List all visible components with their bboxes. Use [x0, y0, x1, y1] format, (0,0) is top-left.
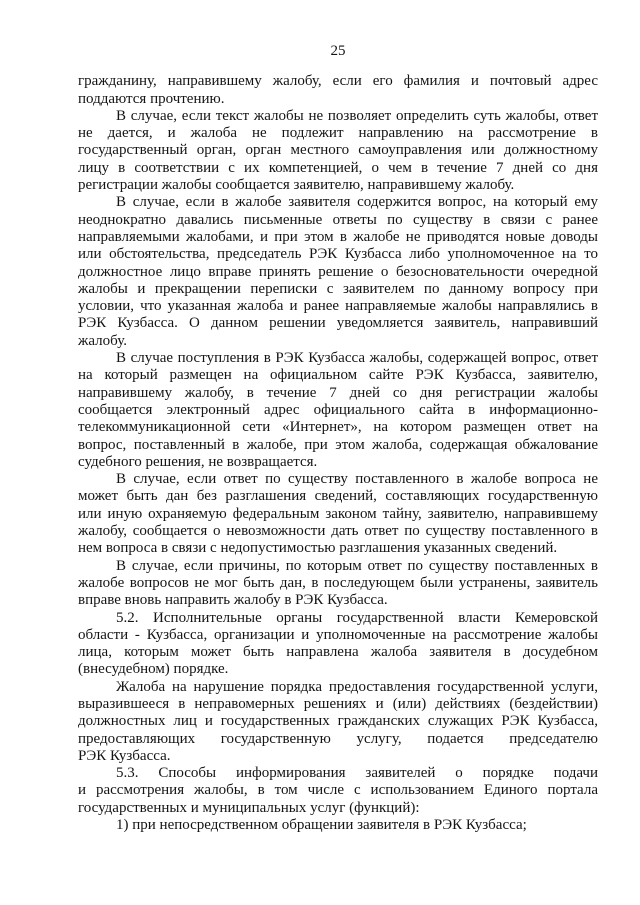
text-line: судебного решения, не возвращается.: [78, 453, 318, 470]
text-line: телекоммуникационной сети «Интернет», на котором размещен ответ на: [78, 419, 598, 436]
text-line: на который размещен на официальном сайте РЭК Кузбасса, заявителю,: [78, 367, 598, 384]
text-line: лицу в соответствии с их компетенцией, о чем в течение 7 дней со дня: [78, 159, 598, 176]
text-line: не дается, и жалоба не подлежит направлению на рассмотрение в: [78, 125, 598, 142]
text-line: или иную охраняемую федеральным законом тайну, заявителю, направившему: [78, 505, 598, 522]
paragraph-unclear-complaint: [78, 108, 598, 194]
text-line: 5.3. Способы информирования заявителей о порядке подачи: [116, 765, 598, 782]
text-line: должностных лиц и государственных гражданских служащих РЭК Кузбасса,: [78, 713, 598, 730]
paragraph-repeated-complaint: [78, 194, 598, 350]
text-line: поддаются прочтению.: [78, 90, 225, 107]
text-line: нем вопроса в связи с недопустимостью разглашения указанных сведений.: [78, 540, 558, 557]
text-line: неоднократно давались письменные ответы по существу в связи с ранее: [78, 211, 598, 228]
paragraph-continuation: [78, 73, 598, 108]
paragraph-answer-on-website: [78, 350, 598, 471]
text-line: направляемыми жалобами, и при этом в жалобе не приводятся новые доводы: [78, 228, 598, 245]
text-line: вправе вновь направить жалобу в РЭК Кузбасса.: [78, 592, 388, 609]
text-line: жалобу, сообщается о невозможности дать ответ по существу поставленного в: [78, 523, 598, 540]
text-line: В случае поступления в РЭК Кузбасса жалобы, содержащей вопрос, ответ: [116, 350, 598, 367]
text-line: гражданину, направившему жалобу, если его фамилия и почтовый адрес: [78, 73, 598, 90]
text-line: государственных и муниципальных услуг (функций):: [78, 799, 420, 816]
text-line: лица, которым может быть направлена жалоба заявителя в досудебном: [78, 644, 598, 661]
text-line: РЭК Кузбасса. О данном решении уведомляется заявитель, направивший: [78, 315, 598, 332]
text-line: вопрос, поставленный в жалобе, при этом жалоба, содержащая обжалование: [78, 436, 598, 453]
text-line: или обстоятельства, председатель РЭК Кузбасса либо уполномоченное на то: [78, 246, 598, 263]
text-line: должностное лицо вправе принять решение о безосновательности очередной: [78, 263, 598, 280]
text-line: В случае, если в жалобе заявителя содержится вопрос, на который ему: [116, 194, 598, 211]
text-line: направившему жалобу, в течение 7 дней со дня регистрации жалобы: [78, 384, 598, 401]
text-line: выразившееся в неправомерных решениях и (или) действиях (бездействии): [78, 695, 598, 712]
text-line: жалобы и прекращении переписки с заявителем по данному вопросу при: [78, 280, 598, 297]
text-line: сообщается электронный адрес официального сайта в информационно-: [78, 401, 598, 418]
text-line: и рассмотрения жалобы, в том числе с использованием Единого портала: [78, 782, 598, 799]
text-line: жалобе вопросов не мог быть дан, в последующем были устранены, заявитель: [78, 574, 598, 591]
text-line: 5.2. Исполнительные органы государственной власти Кемеровской: [116, 609, 598, 626]
text-line: жалобу.: [78, 332, 127, 349]
text-line: РЭК Кузбасса.: [78, 747, 171, 764]
text-line: условии, что указанная жалоба и ранее направляемые жалобы направлялись в: [78, 298, 598, 315]
text-line: 1) при непосредственном обращении заявителя в РЭК Кузбасса;: [116, 817, 527, 834]
text-line: области - Кузбасса, организации и уполномоченные на рассмотрение жалобы: [78, 626, 598, 643]
paragraph-resubmission: [78, 558, 598, 610]
page-number: 25: [330, 43, 346, 59]
text-line: государственный орган, орган местного самоуправления или должностному: [78, 142, 598, 159]
section-5-3-paragraph: [78, 765, 598, 817]
text-line: В случае, если текст жалобы не позволяет определить суть жалобы, ответ: [116, 107, 598, 124]
text-line: Жалоба на нарушение порядка предоставления государственной услуги,: [116, 678, 598, 695]
text-line: может быть дан без разглашения сведений, составляющих государственную: [78, 488, 598, 505]
text-line: (внесудебном) порядке.: [78, 661, 229, 678]
paragraph-state-secret: [78, 471, 598, 557]
section-5-2-paragraph: [78, 610, 598, 679]
paragraph-complaint-submission: [78, 679, 598, 765]
document-body: [78, 73, 598, 834]
text-line: В случае, если ответ по существу поставленного в жалобе вопроса не: [116, 471, 598, 488]
text-line: В случае, если причины, по которым ответ по существу поставленных в: [116, 557, 598, 574]
text-line: предоставляющих государственную услугу, подается председателю: [78, 730, 598, 747]
list-item-1: [78, 817, 598, 834]
text-line: регистрации жалобы сообщается заявителю, направившему жалобу.: [78, 177, 515, 194]
